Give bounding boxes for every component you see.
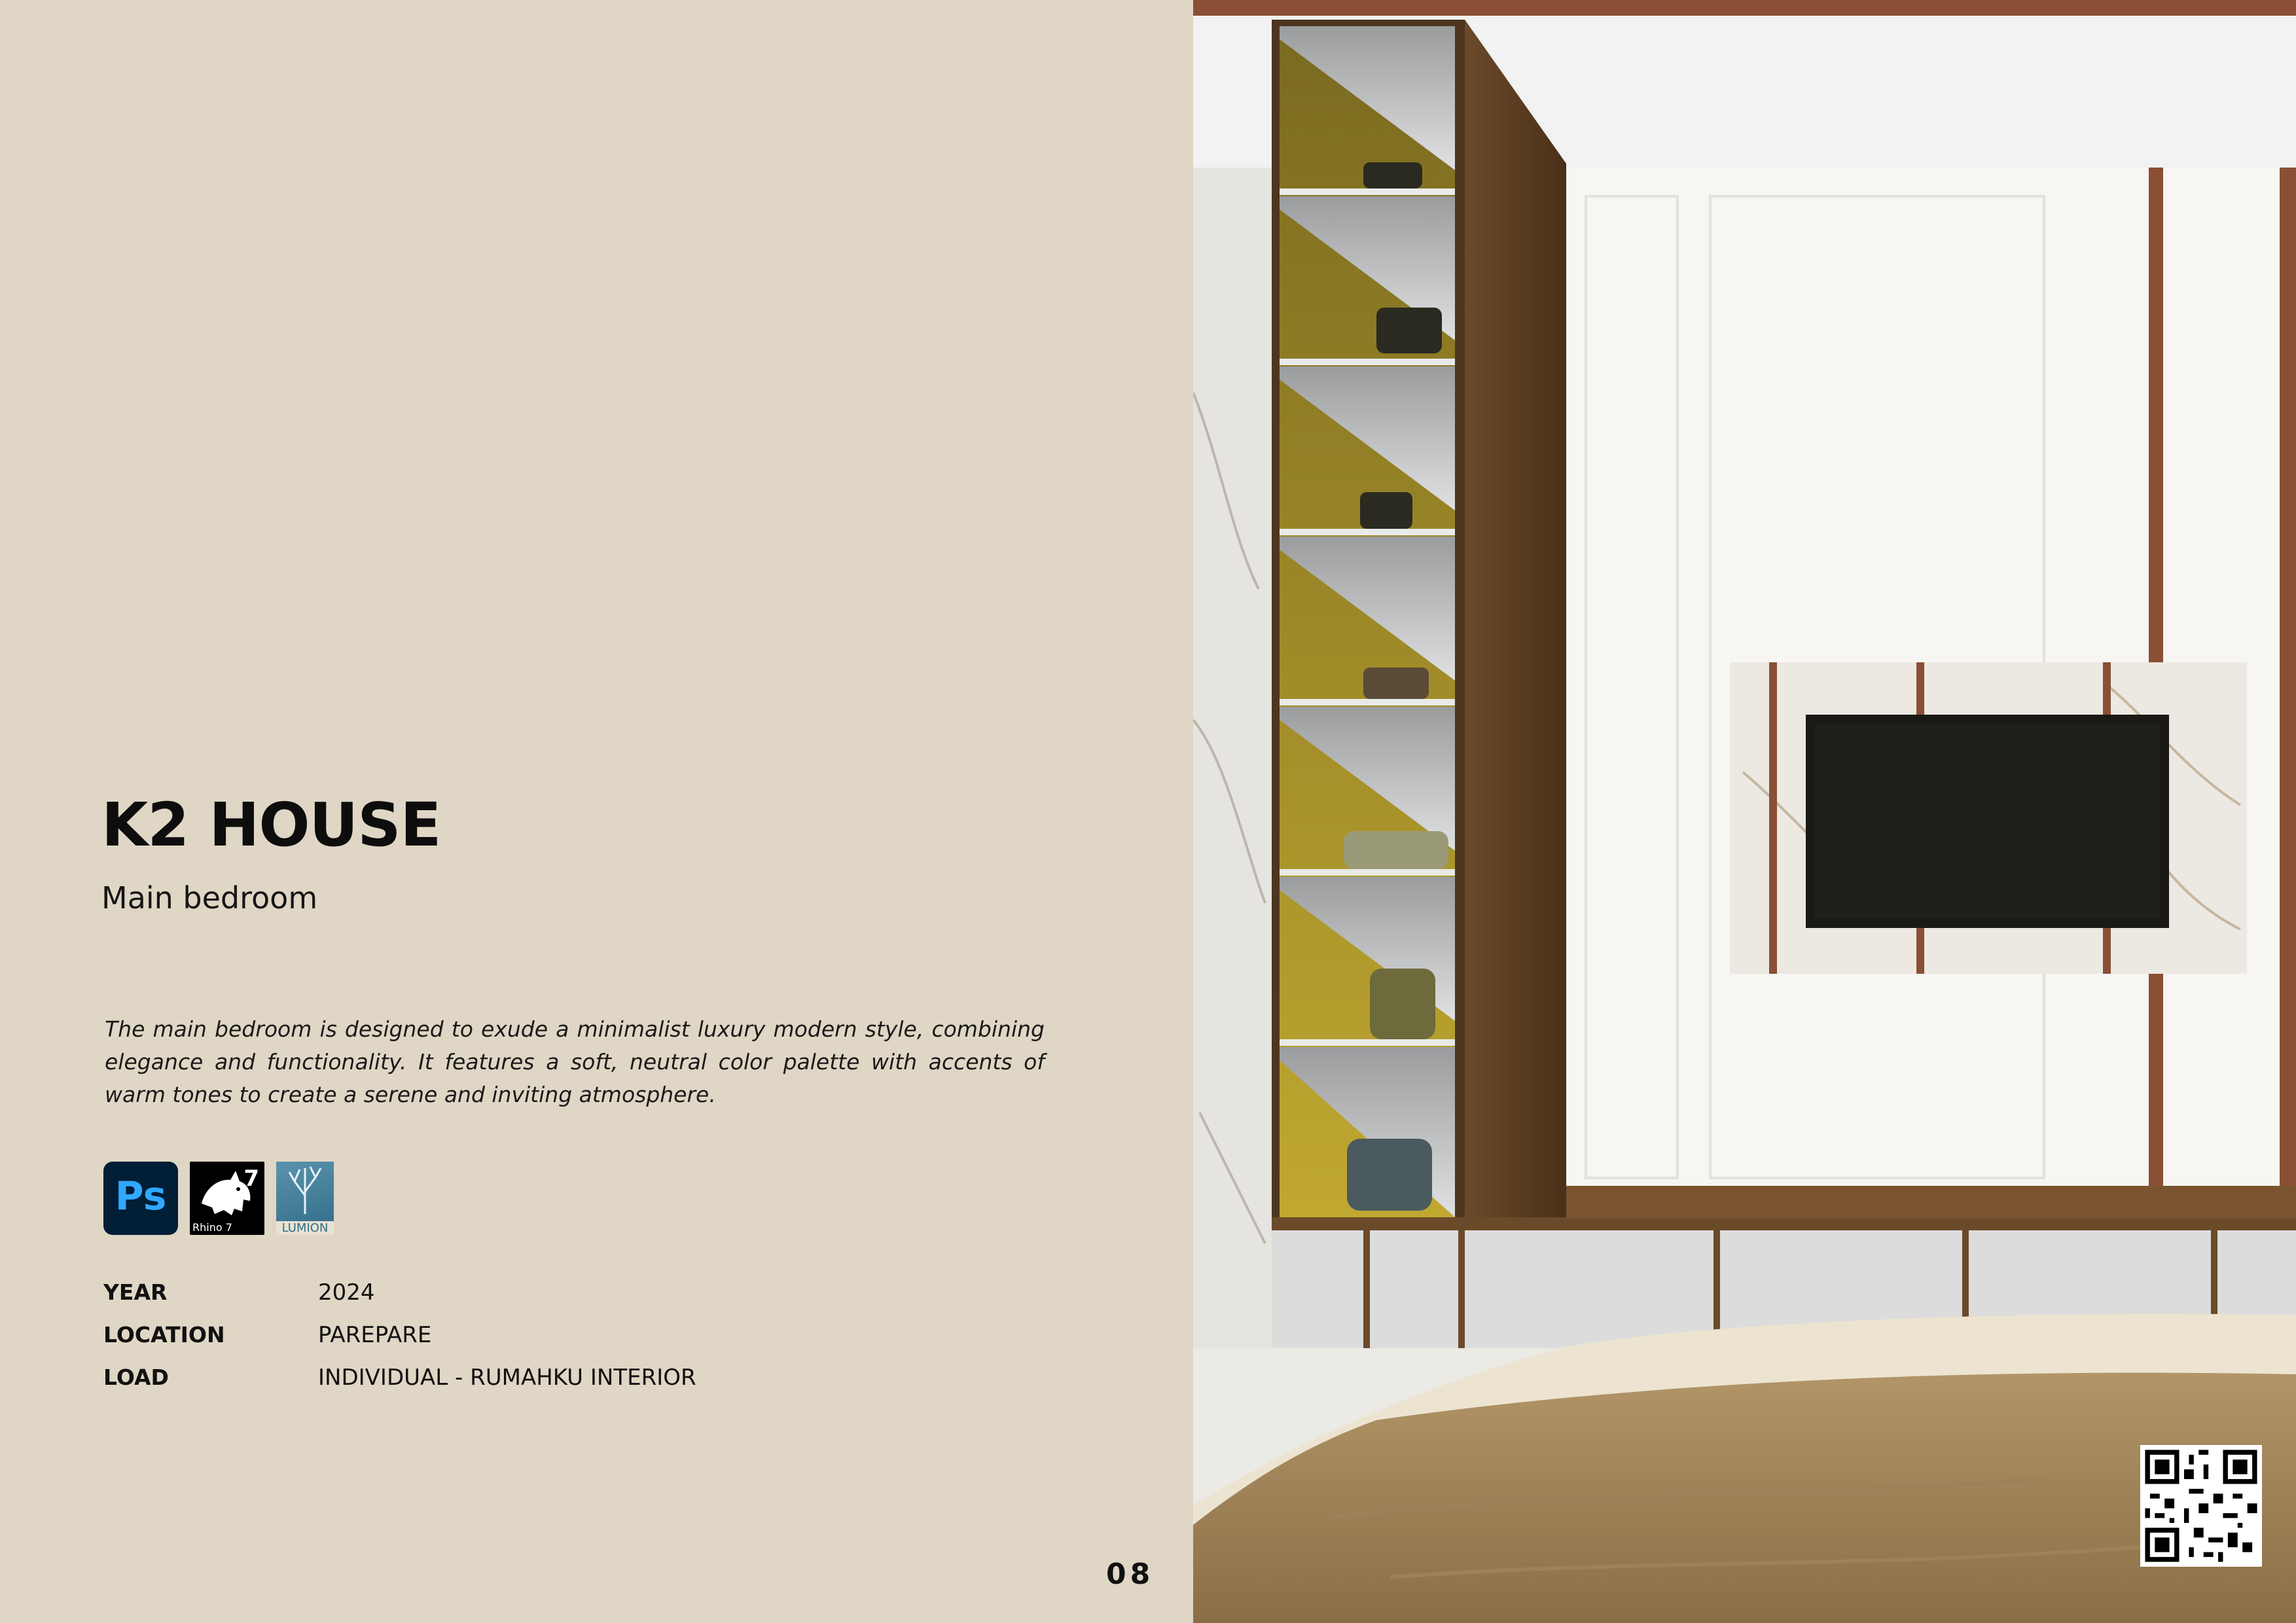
- project-description: The main bedroom is designed to exude a minimalist luxury modern style, combining elegance and functionality. It features a soft, neutral color palette with accents of warm tones to create a serene and inviting atmosphere.: [105, 1016, 1045, 1107]
- project-title: K2 HOUSE: [101, 790, 441, 860]
- photoshop-label: Ps: [115, 1173, 167, 1219]
- detail-value: PAREPARE: [318, 1322, 432, 1348]
- software-icons: [103, 1162, 334, 1235]
- detail-key: YEAR: [103, 1279, 168, 1305]
- qr-code[interactable]: [2140, 1445, 2262, 1567]
- bedroom-render-illustration: [1193, 0, 2296, 1623]
- lumion-icon: [276, 1162, 334, 1235]
- bedroom-render-image: [1193, 0, 2296, 1623]
- detail-key: LOCATION: [103, 1322, 225, 1347]
- rhino-icon: [190, 1162, 264, 1235]
- lumion-tree-glyph: [276, 1162, 334, 1217]
- rhino-version: 7: [243, 1166, 259, 1192]
- qr-code-pattern: [2140, 1445, 2262, 1567]
- photoshop-icon: [103, 1162, 178, 1235]
- lumion-label: LUMION: [276, 1221, 334, 1235]
- detail-value: INDIVIDUAL - RUMAHKU INTERIOR: [318, 1364, 696, 1391]
- page-number: 08: [1106, 1558, 1155, 1591]
- detail-value: 2024: [318, 1279, 375, 1306]
- project-subtitle: Main bedroom: [101, 880, 318, 916]
- rhino-label: Rhino 7: [192, 1221, 232, 1234]
- detail-key: LOAD: [103, 1364, 169, 1390]
